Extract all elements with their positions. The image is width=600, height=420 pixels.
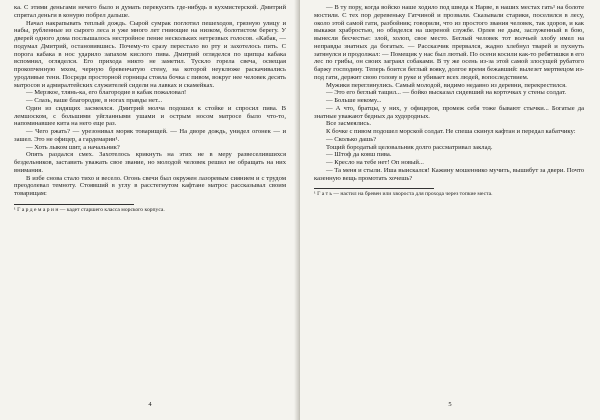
paragraph: — Штоф да ковш пива. <box>326 151 392 159</box>
paragraph: — Больше некому... <box>326 97 382 104</box>
paragraph: — В ту пору, когда войско наше ходило под шведа к Нарве, в наших местах гать¹ на болоте мостили. С тех пор деревеньку Гатчиной и прозвали. Сказывали старики, поселился в лесу, около этой самой гати, разбойник; говорили, что из простого звания человек, так здоров, и как выкажи храбростью, но обиделся на шереной службе. Орлея не дым, заслуженный в бою, вынесли бесчестье: злой, холоп, свое место. Беглый человек тот волчьей злобу имел на неправды знатных да богатых. — Рассказчик прервался, жадно хлебнул тварей и пухнуть затянулся и продолжал: — Помещик у нас был лютый. По осени косили как-то ребятишки в его лес по грибы, он своих заграял собаками. В ту же осень из-за этой самой злосущей рубатого баржу господину. Теперь боится беглый вояку, долгое время бежавший: вылезет мертвецом из-под гати, держит свою голову в руке и убивает всех людей, вопоследствием. <box>314 4 584 81</box>
paragraph: Опять раздался смех. Захотелось крикнуть на этих не в меру развеселившихся бездельников, заставить уважать свое звание, но молодой человек решил не обращать на них внимания. <box>14 151 286 174</box>
footnote: ¹ Г а р д е м а р и н — кадет старшего класса морского корпуса. <box>14 206 165 213</box>
paragraph: — А что, братцы, у них, у офицеров, промеж себя тоже бывают стычки... Богатые да знатные уважают бедных да худородных. <box>314 104 584 120</box>
paragraph: Один из сидящих засмеялся. Дмитрий молча подошел к стойке и спросил пива. В лемшоском, с большими уйгланными ушами и острым носом матросе было что-то, напоминавшее кита на него еще раз. <box>14 104 286 128</box>
paragraph: В избе снова стало тихо и весело. Огонь свечи был окружен лазоревым сиянием и с трудом преодолевал темноту. Стоявший в углу в расстегнутом кафтане матрос рассказывал своим товарищам: <box>14 174 286 197</box>
paragraph: Начал накрапывать теплый дождь. Сырой сумрак поглотил пешеходов, грязную улицу и набы, рубленные из сырого леса и уже много лет гниющие на низком, болотистом берегу. У дверей одного дома послышалось нестройное пение нескольких нетрезвых голосов. «Кабак, — подумал Дмитрий, остановившись. Почему-то сразу перестало во рту и захотелось пить. С порога кабака в нос ударило запахом кислого пива. Дмитрий огляделся по щипцы кабака вспомнил, огляделся. Его прихода никто не заметил. Тускло горела свеча, освещая прокопченную мхом, черную бревенчатую стену, на которой неуклюже раскачивались уродливые тени. Посреди просторной горницы стояла бочка с пивом, вокруг нее человек десять матросов и адмиралтейских служителей сидели на лавках и скамейках. <box>14 19 286 89</box>
paragraph: Все засмеялись. <box>326 120 371 128</box>
page-number: 4 <box>148 401 152 408</box>
paragraph: Мужики переглянулись. Самый молодой, видимо недавно из деревни, перекрестился. <box>326 81 567 89</box>
paragraph: Тощий бородатый целовальник долго рассматривал заклад. <box>326 143 493 151</box>
footnote: ¹ Г а т ь — настил на бревен или хвороста для прохода через топкие места. <box>314 191 493 198</box>
paragraph: — Кресло на тебе нет! Оп новый... <box>326 159 424 166</box>
paragraph: — Слазь, ваше благородие, в ногах правды нет... <box>26 97 163 104</box>
paragraph: — Это его беглый тащил... — бойко высказал сидевший на корточках у стены солдат. <box>326 89 567 97</box>
paragraph: — Та меня и стыли. Иша выискался! Кажину мошеннико мучить, вышибут за двери. Почто казенную вещь промотать хочешь? <box>314 166 584 182</box>
footnote-rule <box>314 188 434 189</box>
page-number: 5 <box>448 401 452 408</box>
right-page <box>300 0 600 420</box>
paragraph: — Чего ржать? — урезонивал моряк товарищей. — На дворе дождь, унидел огонек — и зашел. Это не офицер, а гардемарин¹. <box>14 128 286 143</box>
paragraph: ка. С этими деньгами нечего было и думать перекусить где-нибудь в кухмистерской. Дмитрий спрятал деньги в конурю побрел дальше. <box>14 4 286 19</box>
footnote-rule <box>14 204 134 205</box>
paragraph: К бочке с пивом подошел морской солдат. Не спеша скинул кафтан и передал кабатчику: <box>326 128 576 135</box>
paragraph: — Хоть лыком шит, а начальник? <box>26 143 120 151</box>
paragraph: — Сколько дашь? <box>326 135 377 143</box>
paragraph: — Мерзкое, тлянь-ка, его благородие в кабак пожаловал! <box>26 89 187 97</box>
